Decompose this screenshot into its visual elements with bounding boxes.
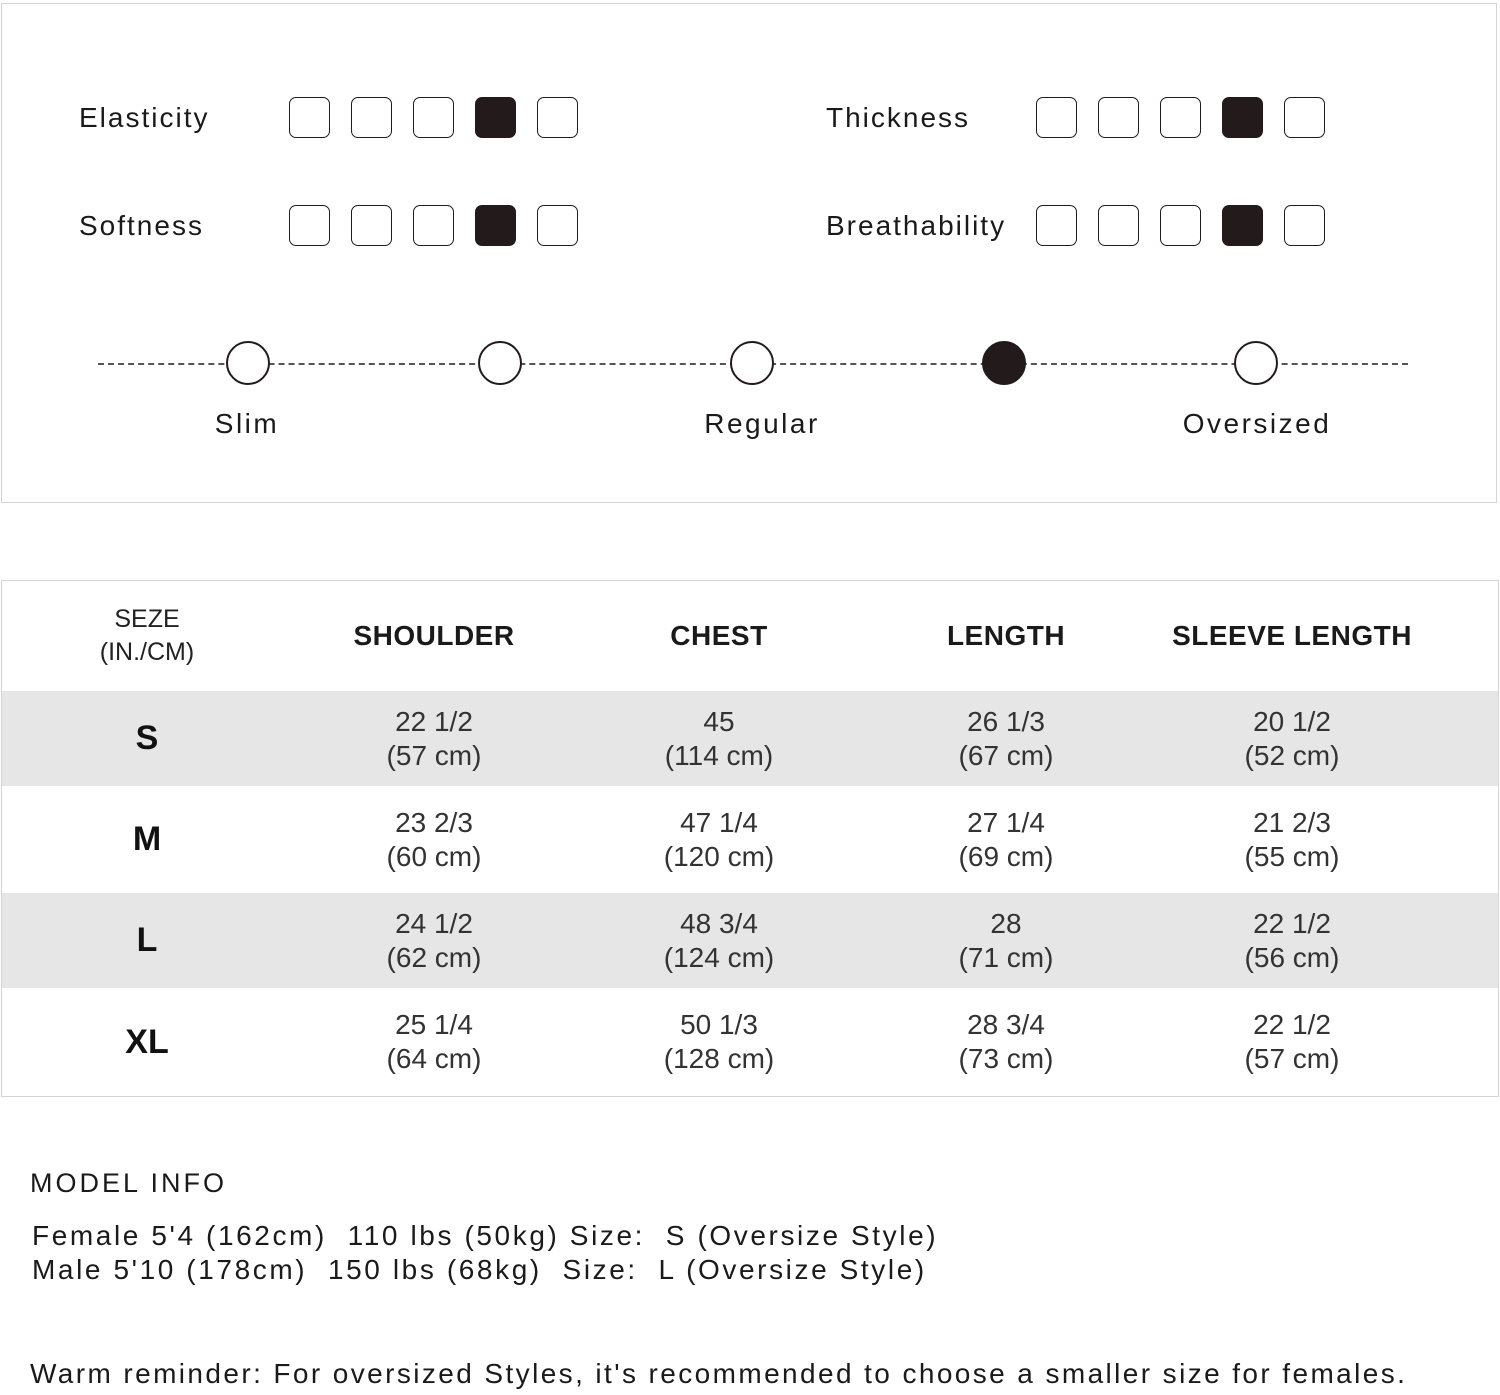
fit-label-slim: Slim — [214, 408, 280, 439]
model-info-female: Female 5'4 (162cm) 110 lbs (50kg) Size: S (Oversize Style) — [32, 1220, 939, 1251]
fit-label-oversized: Oversized — [1182, 408, 1332, 439]
table-cell: 26 1/3 (67 cm) — [958, 705, 1054, 771]
rating-boxes — [289, 97, 578, 138]
rating-box-empty — [1098, 205, 1139, 246]
table-cell: 45 (114 cm) — [664, 705, 774, 771]
table-cell: 27 1/4 (69 cm) — [958, 806, 1054, 872]
table-cell: 22 1/2 (57 cm) — [1244, 1009, 1340, 1074]
table-header-row — [2, 581, 1498, 691]
table-row — [2, 786, 1498, 893]
fit-point — [226, 341, 270, 385]
rating-box-empty — [1098, 97, 1139, 138]
fit-scale — [98, 340, 1408, 388]
size-cell: L — [136, 921, 158, 959]
fabric-attributes-panel — [1, 3, 1497, 503]
rating-box-empty — [537, 205, 578, 246]
fit-point — [730, 341, 774, 385]
table-cell: 25 1/4 (64 cm) — [386, 1009, 482, 1074]
table-cell: 21 2/3 (55 cm) — [1244, 806, 1340, 872]
column-header-shoulder: SHOULDER — [353, 620, 515, 651]
table-cell: 20 1/2 (52 cm) — [1244, 705, 1340, 771]
table-cell: 47 1/4 (120 cm) — [663, 806, 775, 872]
rating-box-empty — [413, 97, 454, 138]
attribute-label: Thickness — [826, 101, 971, 133]
rating-box-filled — [1222, 205, 1263, 246]
attribute-thickness — [826, 97, 1325, 138]
rating-box-filled — [475, 97, 516, 138]
rating-boxes — [1036, 205, 1325, 246]
rating-box-empty — [1284, 97, 1325, 138]
model-info-title: MODEL INFO — [30, 1168, 228, 1198]
table-cell: 48 3/4 (124 cm) — [663, 907, 775, 973]
size-cell: S — [135, 719, 159, 757]
attribute-label: Breathability — [826, 209, 1007, 241]
rating-box-empty — [1160, 97, 1201, 138]
column-header-chest: CHEST — [670, 620, 768, 651]
table-cell: 28 (71 cm) — [958, 907, 1054, 973]
size-unit-header: SEZE (IN./CM) — [99, 605, 195, 666]
rating-boxes — [1036, 97, 1325, 138]
fit-point — [478, 341, 522, 385]
model-info-male: Male 5'10 (178cm) 150 lbs (68kg) Size: L (Oversize Style) — [32, 1254, 927, 1285]
rating-box-filled — [475, 205, 516, 246]
rating-box-empty — [351, 97, 392, 138]
rating-box-empty — [1160, 205, 1201, 246]
rating-box-empty — [537, 97, 578, 138]
fit-label-regular: Regular — [704, 408, 820, 439]
warm-reminder: Warm reminder: For oversized Styles, it's recommended to choose a smaller size for females. — [30, 1358, 1408, 1389]
rating-box-empty — [1036, 97, 1077, 138]
rating-box-empty — [289, 205, 330, 246]
size-chart-table — [1, 580, 1499, 1097]
size-cell: M — [132, 820, 162, 858]
table-row — [2, 893, 1498, 988]
rating-boxes — [289, 205, 578, 246]
rating-box-empty — [351, 205, 392, 246]
attribute-elasticity — [79, 97, 578, 138]
fit-point — [1234, 341, 1278, 385]
table-row — [2, 988, 1498, 1096]
column-header-sleeve-length: SLEEVE LENGTH — [1172, 620, 1412, 651]
table-cell: 22 1/2 (56 cm) — [1244, 907, 1340, 973]
rating-box-empty — [1036, 205, 1077, 246]
rating-box-empty — [1284, 205, 1325, 246]
rating-box-filled — [1222, 97, 1263, 138]
fit-point-selected — [982, 341, 1026, 385]
rating-box-empty — [289, 97, 330, 138]
table-cell: 23 2/3 (60 cm) — [386, 806, 482, 872]
attribute-label: Softness — [79, 209, 204, 241]
attribute-softness — [79, 205, 578, 246]
table-cell: 22 1/2 (57 cm) — [386, 705, 482, 771]
table-cell: 24 1/2 (62 cm) — [386, 907, 482, 973]
table-row — [2, 691, 1498, 786]
attribute-breathability — [826, 205, 1325, 246]
table-cell: 28 3/4 (73 cm) — [958, 1009, 1054, 1074]
attribute-label: Elasticity — [79, 101, 210, 133]
size-cell: XL — [125, 1022, 169, 1061]
rating-box-empty — [413, 205, 454, 246]
table-cell: 50 1/3 (128 cm) — [663, 1009, 775, 1074]
column-header-length: LENGTH — [946, 620, 1066, 651]
